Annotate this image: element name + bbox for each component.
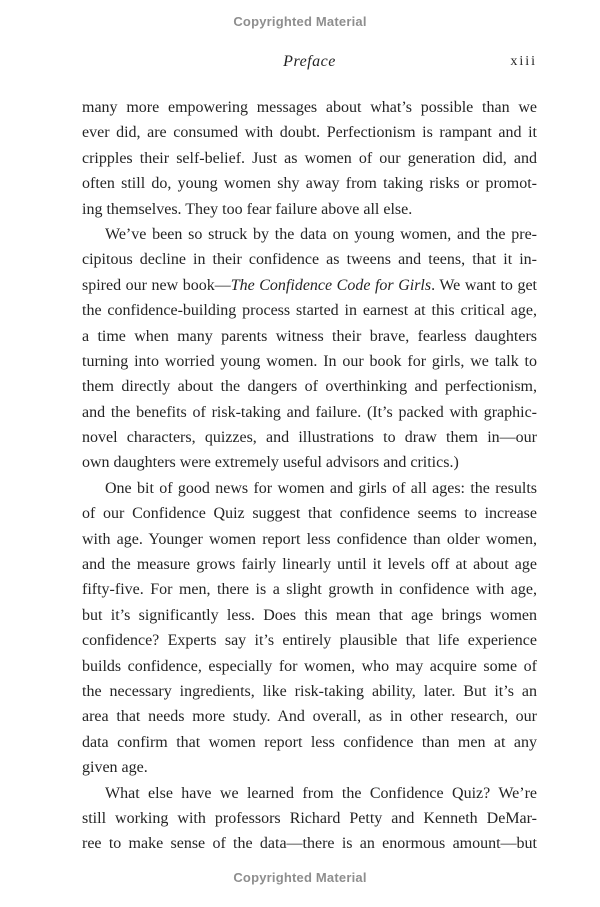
text-segment: own daughters were extremely useful advisors and critics.)	[82, 454, 459, 472]
text-line	[82, 476, 537, 501]
text-line	[82, 273, 537, 298]
book-title-italic: The Confidence Code for Girls	[230, 276, 432, 294]
text-line	[82, 298, 537, 323]
text-segment: a time when many parents witness their brave, fearless daughters	[82, 327, 537, 345]
text-line	[82, 171, 537, 196]
paragraph	[82, 222, 537, 476]
text-segment: One bit of good news for women and girls of all ages: the results	[105, 479, 537, 497]
page-header	[82, 52, 537, 72]
running-head: Preface	[283, 53, 336, 70]
text-line	[82, 603, 537, 628]
text-line	[82, 527, 537, 552]
text-line	[82, 679, 537, 704]
text-segment: ever did, are consumed with doubt. Perfectionism is rampant and it	[82, 124, 537, 142]
page-number: xiii	[510, 54, 537, 69]
text-line	[82, 654, 537, 679]
text-line	[82, 400, 537, 425]
text-line	[82, 197, 537, 222]
text-line	[82, 222, 537, 247]
text-line	[82, 324, 537, 349]
text-line	[82, 146, 537, 171]
text-segment: often still do, young women shy away from taking risks or promot-	[82, 175, 537, 193]
text-segment: fifty-five. For men, there is a slight growth in confidence with age,	[82, 581, 537, 599]
text-segment: and the benefits of risk-taking and failure. (It’s packed with graphic-	[82, 403, 537, 421]
text-segment: still working with professors Richard Petty and Kenneth DeMar-	[82, 809, 537, 827]
text-line	[82, 628, 537, 653]
text-line	[82, 120, 537, 145]
copyright-notice-bottom: Copyrighted Material	[233, 870, 367, 885]
text-line	[82, 501, 537, 526]
text-segment: area that needs more study. And overall, as in other research, our	[82, 708, 537, 726]
page-body	[82, 95, 537, 857]
text-line	[82, 781, 537, 806]
text-segment: and the measure grows fairly linearly until it levels off at about age	[82, 556, 537, 574]
text-segment: spired our new book—	[82, 276, 231, 294]
text-segment: ree to make sense of the data—there is an enormous amount—but	[82, 835, 537, 853]
text-line	[82, 374, 537, 399]
text-segment: builds confidence, especially for women, who may acquire some of	[82, 657, 537, 675]
text-segment: confidence? Experts say it’s entirely plausible that life experience	[82, 632, 537, 650]
text-segment: ing themselves. They too fear failure above all else.	[82, 200, 413, 218]
text-line	[82, 349, 537, 374]
text-segment: data confirm that women report less confidence than men at any	[82, 733, 537, 751]
text-line	[82, 247, 537, 272]
paragraph	[82, 476, 537, 781]
text-segment: them directly about the dangers of overthinking and perfectionism,	[82, 378, 537, 396]
text-segment: with age. Younger women report less confidence than older women,	[82, 530, 537, 548]
text-line	[82, 450, 537, 475]
text-segment: cipitous decline in their confidence as tweens and teens, that it in-	[82, 251, 537, 269]
text-segment: of our Confidence Quiz suggest that confidence seems to increase	[82, 505, 537, 523]
paragraph	[82, 781, 537, 857]
text-line	[82, 95, 537, 120]
text-segment: cripples their self-belief. Just as women of our generation did, and	[82, 149, 537, 167]
text-line	[82, 806, 537, 831]
text-segment: many more empowering messages about what’s possible than we	[82, 99, 537, 116]
text-segment: the necessary ingredients, like risk-taking ability, later. But it’s an	[82, 682, 537, 700]
text-line	[82, 577, 537, 602]
copyright-notice-top: Copyrighted Material	[233, 14, 367, 29]
text-segment: turning into worried young women. In our book for girls, we talk to	[82, 352, 537, 370]
text-segment: given age.	[82, 759, 148, 777]
text-line	[82, 425, 537, 450]
text-segment: novel characters, quizzes, and illustrations to draw them in—our	[82, 429, 537, 447]
text-segment: but it’s significantly less. Does this mean that age brings women	[82, 606, 537, 624]
text-segment: What else have we learned from the Confidence Quiz? We’re	[105, 784, 537, 802]
text-segment: We’ve been so struck by the data on young women, and the pre-	[105, 225, 537, 243]
text-line	[82, 552, 537, 577]
paragraph	[82, 95, 537, 222]
text-line	[82, 704, 537, 729]
text-segment: the confidence-building process started in earnest at this critical age,	[82, 302, 537, 320]
text-line	[82, 831, 537, 856]
text-line	[82, 755, 537, 780]
text-line	[82, 730, 537, 755]
text-segment: . We want to get	[431, 276, 537, 294]
